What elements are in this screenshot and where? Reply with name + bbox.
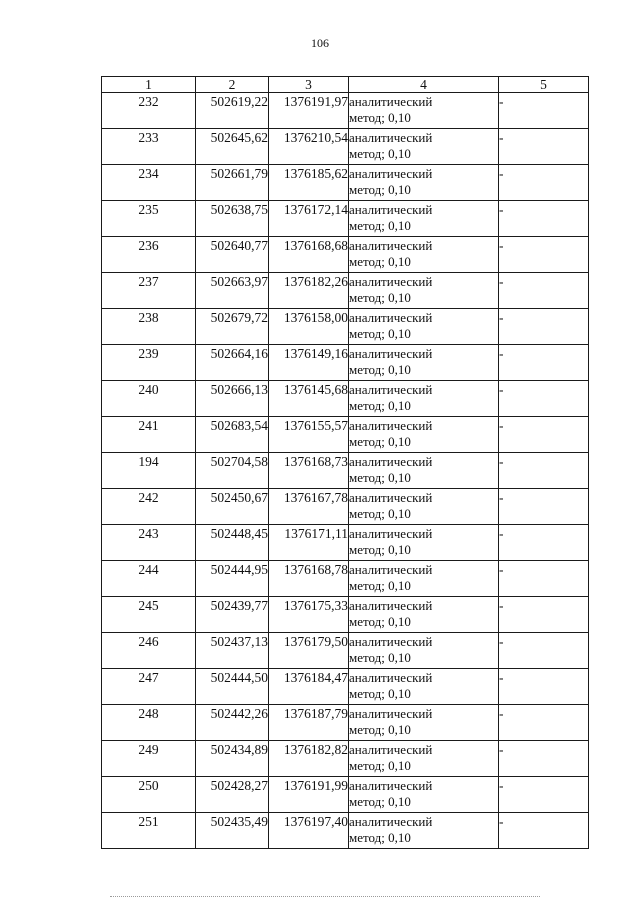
page-number: 106 [311, 36, 329, 50]
method-cell [349, 381, 499, 417]
method-text-line-1: аналитический [349, 598, 433, 613]
note-cell: - [499, 813, 589, 849]
y-coordinate-cell: 1376182,82 [269, 741, 349, 777]
method-text-line-1: аналитический [349, 634, 433, 649]
table-row [102, 381, 589, 417]
table-row [102, 237, 589, 273]
table-row [102, 165, 589, 201]
table-row [102, 813, 589, 849]
x-coordinate-cell: 502442,26 [196, 705, 269, 741]
method-text-line-1: аналитический [349, 454, 433, 469]
x-coordinate-cell: 502704,58 [196, 453, 269, 489]
method-cell [349, 597, 499, 633]
point-number-cell: 233 [102, 129, 196, 165]
y-coordinate-cell: 1376182,26 [269, 273, 349, 309]
point-number-cell: 249 [102, 741, 196, 777]
method-text-line-2: метод; 0,10 [349, 434, 411, 449]
y-coordinate-cell: 1376171,11 [269, 525, 349, 561]
method-cell [349, 237, 499, 273]
y-coordinate-cell: 1376167,78 [269, 489, 349, 525]
method-text-line-2: метод; 0,10 [349, 614, 411, 629]
point-number-cell: 251 [102, 813, 196, 849]
point-number-cell: 238 [102, 309, 196, 345]
method-text-line-1: аналитический [349, 562, 433, 577]
method-cell [349, 165, 499, 201]
point-number-cell: 242 [102, 489, 196, 525]
column-header-5: 5 [499, 77, 589, 93]
method-cell [349, 201, 499, 237]
x-coordinate-cell: 502434,89 [196, 741, 269, 777]
method-text-line-2: метод; 0,10 [349, 218, 411, 233]
point-number-cell: 244 [102, 561, 196, 597]
method-text-line-1: аналитический [349, 382, 433, 397]
point-number-cell: 246 [102, 633, 196, 669]
note-cell: - [499, 669, 589, 705]
table-row [102, 273, 589, 309]
point-number-cell: 232 [102, 93, 196, 129]
method-cell [349, 777, 499, 813]
scan-artifact-line [110, 896, 540, 900]
method-text-line-2: метод; 0,10 [349, 398, 411, 413]
method-text-line-1: аналитический [349, 706, 433, 721]
method-text-line-2: метод; 0,10 [349, 578, 411, 593]
x-coordinate-cell: 502661,79 [196, 165, 269, 201]
method-cell [349, 93, 499, 129]
method-text-line-2: метод; 0,10 [349, 110, 411, 125]
method-text-line-2: метод; 0,10 [349, 650, 411, 665]
method-text-line-2: метод; 0,10 [349, 146, 411, 161]
method-cell [349, 633, 499, 669]
note-cell: - [499, 453, 589, 489]
x-coordinate-cell: 502439,77 [196, 597, 269, 633]
point-number-cell: 245 [102, 597, 196, 633]
table-row [102, 201, 589, 237]
y-coordinate-cell: 1376191,99 [269, 777, 349, 813]
method-cell [349, 273, 499, 309]
method-text-line-1: аналитический [349, 166, 433, 181]
note-cell: - [499, 165, 589, 201]
method-text-line-2: метод; 0,10 [349, 722, 411, 737]
y-coordinate-cell: 1376158,00 [269, 309, 349, 345]
x-coordinate-cell: 502645,62 [196, 129, 269, 165]
point-number-cell: 236 [102, 237, 196, 273]
table-row [102, 93, 589, 129]
x-coordinate-cell: 502435,49 [196, 813, 269, 849]
y-coordinate-cell: 1376191,97 [269, 93, 349, 129]
point-number-cell: 241 [102, 417, 196, 453]
method-text-line-2: метод; 0,10 [349, 542, 411, 557]
method-text-line-1: аналитический [349, 526, 433, 541]
point-number-cell: 239 [102, 345, 196, 381]
point-number-cell: 250 [102, 777, 196, 813]
method-cell [349, 489, 499, 525]
table-body [102, 93, 589, 849]
method-cell [349, 345, 499, 381]
column-header-2: 2 [196, 77, 269, 93]
method-text-line-1: аналитический [349, 310, 433, 325]
note-cell: - [499, 237, 589, 273]
method-text-line-1: аналитический [349, 742, 433, 757]
y-coordinate-cell: 1376175,33 [269, 597, 349, 633]
header-row [102, 77, 589, 93]
x-coordinate-cell: 502640,77 [196, 237, 269, 273]
method-text-line-1: аналитический [349, 346, 433, 361]
column-header-1: 1 [102, 77, 196, 93]
method-cell [349, 525, 499, 561]
note-cell: - [499, 309, 589, 345]
method-cell [349, 705, 499, 741]
y-coordinate-cell: 1376168,78 [269, 561, 349, 597]
note-cell: - [499, 273, 589, 309]
method-text-line-1: аналитический [349, 202, 433, 217]
note-cell: - [499, 381, 589, 417]
point-number-cell: 235 [102, 201, 196, 237]
note-cell: - [499, 597, 589, 633]
method-text-line-1: аналитический [349, 814, 433, 829]
method-cell [349, 813, 499, 849]
x-coordinate-cell: 502619,22 [196, 93, 269, 129]
table-row [102, 705, 589, 741]
note-cell: - [499, 345, 589, 381]
note-cell: - [499, 741, 589, 777]
x-coordinate-cell: 502683,54 [196, 417, 269, 453]
y-coordinate-cell: 1376210,54 [269, 129, 349, 165]
method-text-line-2: метод; 0,10 [349, 290, 411, 305]
column-header-4: 4 [349, 77, 499, 93]
method-text-line-1: аналитический [349, 274, 433, 289]
method-text-line-1: аналитический [349, 778, 433, 793]
method-cell [349, 129, 499, 165]
table-row [102, 453, 589, 489]
y-coordinate-cell: 1376155,57 [269, 417, 349, 453]
note-cell: - [499, 633, 589, 669]
point-number-cell: 247 [102, 669, 196, 705]
method-text-line-2: метод; 0,10 [349, 326, 411, 341]
table-row [102, 561, 589, 597]
note-cell: - [499, 417, 589, 453]
table-row [102, 633, 589, 669]
x-coordinate-cell: 502437,13 [196, 633, 269, 669]
method-text-line-2: метод; 0,10 [349, 758, 411, 773]
method-text-line-2: метод; 0,10 [349, 686, 411, 701]
x-coordinate-cell: 502448,45 [196, 525, 269, 561]
note-cell: - [499, 129, 589, 165]
x-coordinate-cell: 502444,95 [196, 561, 269, 597]
point-number-cell: 194 [102, 453, 196, 489]
y-coordinate-cell: 1376179,50 [269, 633, 349, 669]
point-number-cell: 248 [102, 705, 196, 741]
point-number-cell: 240 [102, 381, 196, 417]
table-row [102, 345, 589, 381]
method-text-line-2: метод; 0,10 [349, 470, 411, 485]
note-cell: - [499, 93, 589, 129]
note-cell: - [499, 561, 589, 597]
method-text-line-2: метод; 0,10 [349, 794, 411, 809]
table-row [102, 417, 589, 453]
table-row [102, 741, 589, 777]
x-coordinate-cell: 502664,16 [196, 345, 269, 381]
note-cell: - [499, 201, 589, 237]
method-text-line-1: аналитический [349, 670, 433, 685]
method-cell [349, 309, 499, 345]
table-row [102, 669, 589, 705]
y-coordinate-cell: 1376187,79 [269, 705, 349, 741]
x-coordinate-cell: 502638,75 [196, 201, 269, 237]
coordinates-table [101, 76, 589, 849]
point-number-cell: 243 [102, 525, 196, 561]
point-number-cell: 237 [102, 273, 196, 309]
method-cell [349, 453, 499, 489]
table-row [102, 777, 589, 813]
y-coordinate-cell: 1376197,40 [269, 813, 349, 849]
x-coordinate-cell: 502666,13 [196, 381, 269, 417]
table-row [102, 525, 589, 561]
y-coordinate-cell: 1376172,14 [269, 201, 349, 237]
y-coordinate-cell: 1376184,47 [269, 669, 349, 705]
method-text-line-1: аналитический [349, 238, 433, 253]
x-coordinate-cell: 502450,67 [196, 489, 269, 525]
note-cell: - [499, 525, 589, 561]
note-cell: - [499, 777, 589, 813]
note-cell: - [499, 489, 589, 525]
column-header-3: 3 [269, 77, 349, 93]
y-coordinate-cell: 1376149,16 [269, 345, 349, 381]
y-coordinate-cell: 1376168,68 [269, 237, 349, 273]
y-coordinate-cell: 1376168,73 [269, 453, 349, 489]
y-coordinate-cell: 1376145,68 [269, 381, 349, 417]
method-text-line-1: аналитический [349, 418, 433, 433]
method-text-line-2: метод; 0,10 [349, 830, 411, 845]
table-row [102, 489, 589, 525]
method-text-line-1: аналитический [349, 94, 433, 109]
note-cell: - [499, 705, 589, 741]
method-text-line-2: метод; 0,10 [349, 254, 411, 269]
method-text-line-1: аналитический [349, 130, 433, 145]
method-text-line-2: метод; 0,10 [349, 182, 411, 197]
method-cell [349, 741, 499, 777]
x-coordinate-cell: 502679,72 [196, 309, 269, 345]
method-text-line-1: аналитический [349, 490, 433, 505]
table-row [102, 309, 589, 345]
method-cell [349, 669, 499, 705]
method-cell [349, 561, 499, 597]
method-text-line-2: метод; 0,10 [349, 362, 411, 377]
x-coordinate-cell: 502663,97 [196, 273, 269, 309]
method-cell [349, 417, 499, 453]
y-coordinate-cell: 1376185,62 [269, 165, 349, 201]
method-text-line-2: метод; 0,10 [349, 506, 411, 521]
x-coordinate-cell: 502428,27 [196, 777, 269, 813]
table-row [102, 597, 589, 633]
point-number-cell: 234 [102, 165, 196, 201]
table-header [102, 77, 589, 93]
x-coordinate-cell: 502444,50 [196, 669, 269, 705]
table-row [102, 129, 589, 165]
